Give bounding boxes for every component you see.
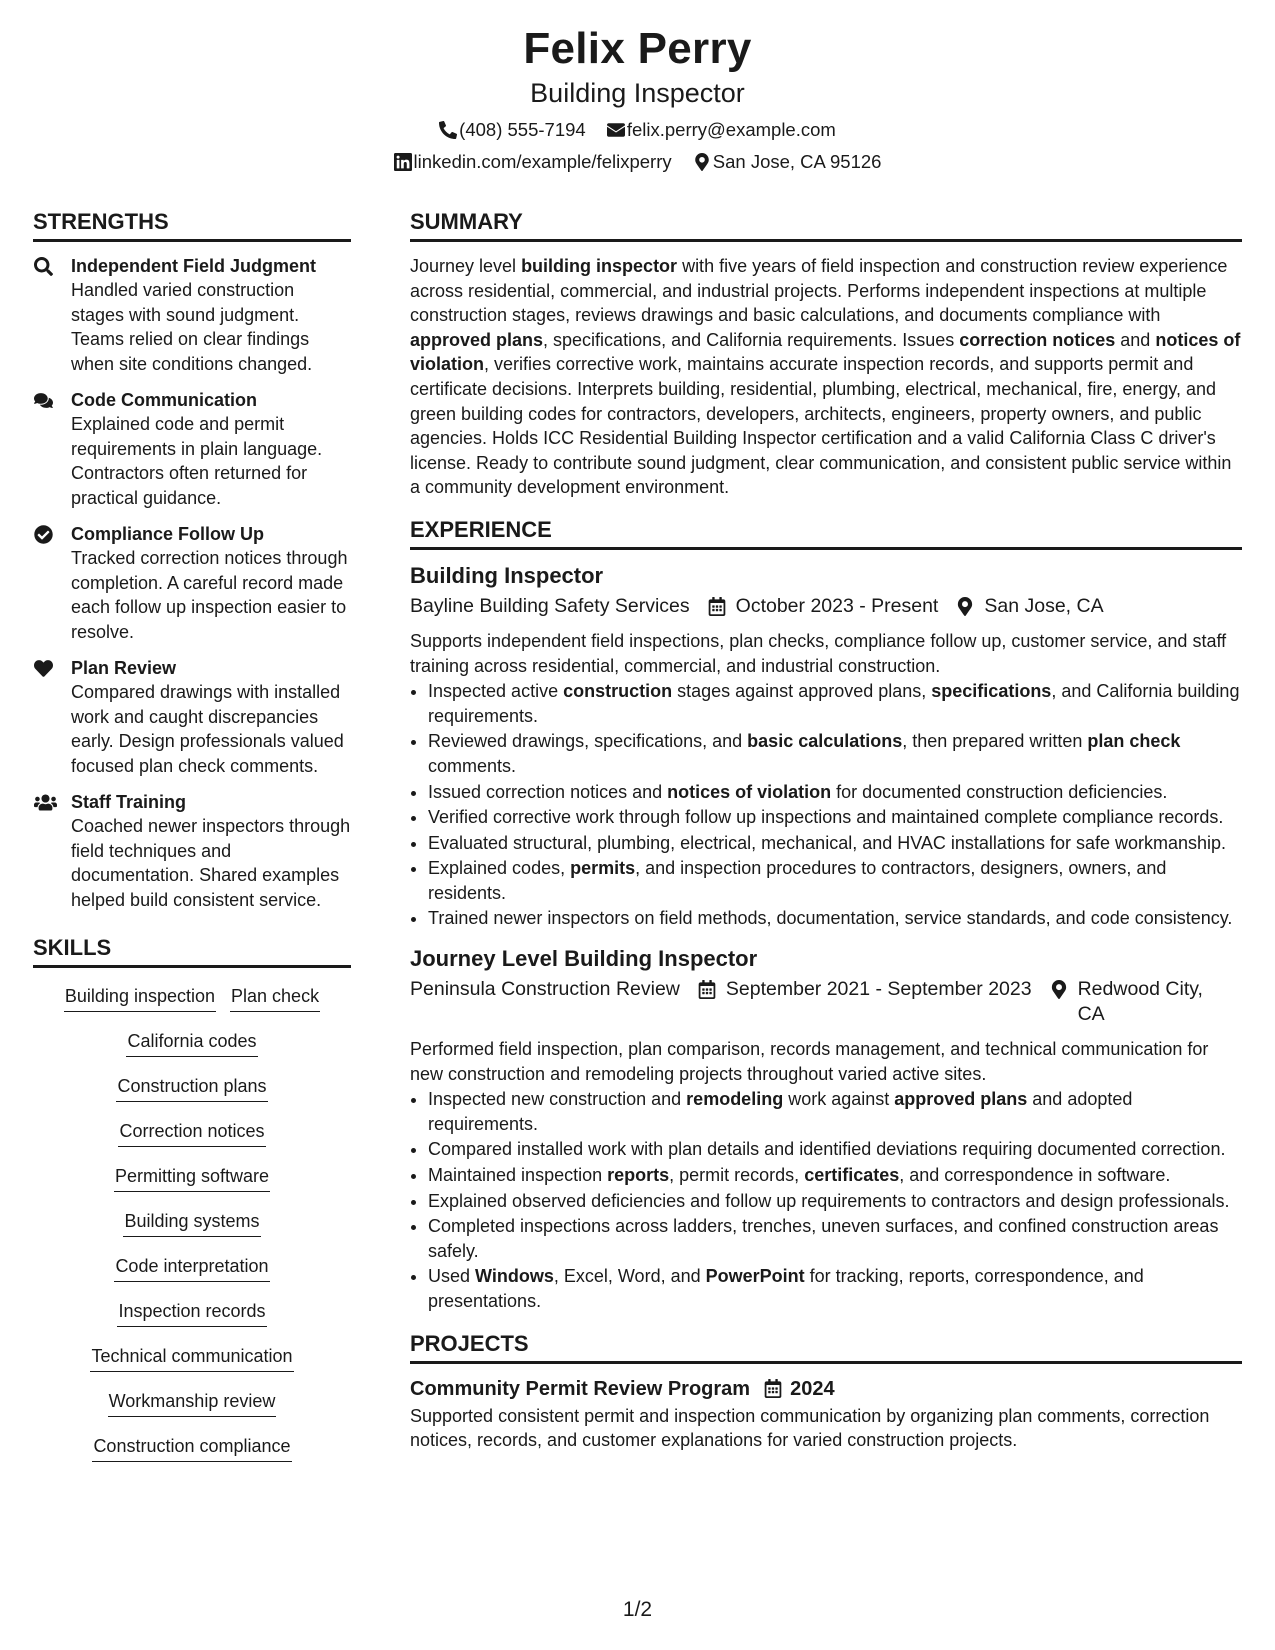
experience-entry — [410, 562, 1242, 931]
envelope-icon — [607, 121, 625, 139]
job-dates-text: October 2023 - Present — [735, 594, 939, 617]
text-segment: , permit records, — [669, 1165, 805, 1186]
strengths-heading: STRENGTHS — [33, 208, 351, 242]
bullet-item — [428, 1214, 1242, 1263]
job-description: Performed field inspection, plan comparison, records management, and technical communication for new construction and remodeling projects throughout varied active sites. — [410, 1039, 1209, 1084]
bullet-item — [428, 729, 1242, 778]
bold-text: reports — [607, 1165, 670, 1186]
strength-title: Plan Review — [71, 658, 177, 678]
text-segment: Explained codes, — [428, 858, 571, 879]
text-segment: and adopted requirements. — [428, 1089, 1133, 1134]
skills-list — [33, 980, 351, 1475]
bold-text: basic calculations — [747, 731, 903, 752]
skill-tag: California codes — [126, 1029, 257, 1057]
bullet-item — [428, 679, 1242, 728]
experience-heading: EXPERIENCE — [410, 516, 1242, 550]
skills-heading: SKILLS — [33, 934, 351, 968]
bullet-item — [428, 1163, 1242, 1188]
text-segment: , verifies corrective work, maintains accurate inspection records, and supports permit and certificate decisions. Interprets building, residential, plumbing, electrical, mechanical, fire, energy, and green building codes for contractors, developers, architects, engineers, property owners, and public agencies. Holds ICC Residential Building Inspector certification and a valid California Class C driver's license. Ready to contribute sound judgment, clear communication, and consistent public service within a community development environment. — [410, 354, 1232, 498]
bold-text: notices of violation — [667, 781, 832, 802]
project-header — [410, 1376, 1242, 1402]
strength-title: Compliance Follow Up — [71, 524, 265, 544]
text-segment: Verified corrective work through follow up inspections and maintained complete compliance records. — [428, 807, 1224, 828]
bold-text: building inspector — [521, 256, 678, 276]
strength-item — [33, 522, 351, 644]
left-column — [33, 208, 351, 1475]
bold-text: certificates — [804, 1165, 900, 1186]
text-segment: and — [1115, 329, 1156, 350]
strength-title: Independent Field Judgment — [71, 256, 317, 276]
text-segment: , then prepared written — [902, 731, 1088, 752]
text-segment: , and correspondence in software. — [899, 1165, 1171, 1186]
text-segment: , and California building requirements. — [428, 681, 1240, 726]
bullet-item — [428, 831, 1242, 856]
company: Bayline Building Safety Services — [410, 594, 690, 617]
skill-tag: Code interpretation — [114, 1254, 269, 1282]
strength-title: Code Communication — [71, 390, 258, 410]
skill-tag: Technical communication — [90, 1344, 293, 1372]
strength-text: Coached newer inspectors through field techniques and documentation. Shared examples helped build consistent service. — [71, 816, 351, 910]
skill-tag: Construction compliance — [92, 1434, 291, 1462]
summary-heading: SUMMARY — [410, 208, 1242, 242]
resume-header — [0, 22, 1275, 174]
skill-tag: Workmanship review — [108, 1389, 277, 1417]
bold-text: plan check — [1087, 731, 1181, 752]
bullet-item — [428, 1087, 1242, 1136]
text-segment: , specifications, and California requirements. Issues — [543, 329, 960, 350]
strength-text: Explained code and permit requirements in plain language. Contractors often returned for practical guidance. — [71, 414, 323, 508]
text-segment: Compared installed work with plan details and identified deviations requiring documented correction. — [428, 1139, 1226, 1160]
calendar-icon — [698, 980, 716, 999]
skill-tag: Correction notices — [118, 1119, 265, 1147]
text-segment: with five years of field inspection and construction review experience across residential, commercial, and industrial projects. Performs independent inspections at multiple construction stages, reviews drawings and basic calculations, and documents compliance with — [410, 256, 1228, 326]
linkedin-text: linkedin.com/example/felixperry — [413, 151, 672, 172]
email-text: felix.perry@example.com — [626, 119, 836, 140]
location-text: San Jose, CA 95126 — [712, 151, 882, 172]
job-location — [1050, 977, 1220, 1027]
bold-text: approved plans — [894, 1089, 1028, 1110]
check-circle-icon — [34, 525, 53, 544]
bold-text: construction — [563, 681, 673, 702]
strength-title: Staff Training — [71, 792, 187, 812]
text-segment: work against — [783, 1089, 895, 1110]
heart-icon — [34, 659, 53, 678]
job-bullets — [410, 679, 1242, 931]
bold-text: permits — [570, 858, 636, 879]
text-segment: Explained observed deficiencies and follow up requirements to contractors and design professionals. — [428, 1190, 1230, 1211]
strength-item — [33, 388, 351, 510]
text-segment: Used — [428, 1266, 476, 1287]
bold-text: notices of violation — [410, 329, 1241, 375]
bullet-item — [428, 1189, 1242, 1214]
bullet-item — [428, 1264, 1242, 1313]
comments-icon — [34, 391, 53, 410]
text-segment: Completed inspections across ladders, trenches, uneven surfaces, and confined construction areas safely. — [428, 1216, 1219, 1261]
job-description: Supports independent field inspections, plan checks, compliance follow up, customer service, and staff training across residential, commercial, and industrial construction. — [410, 630, 1227, 676]
map-pin-icon — [693, 153, 711, 171]
job-title: Building Inspector — [410, 562, 604, 588]
strength-item — [33, 254, 351, 376]
text-segment: , Excel, Word, and — [553, 1266, 706, 1287]
contact-line-2 — [0, 150, 1275, 174]
page-number: 1/2 — [622, 1598, 653, 1621]
map-pin-icon — [956, 597, 974, 616]
phone-text: (408) 555-7194 — [459, 119, 586, 140]
text-segment: for documented construction deficiencies. — [831, 781, 1168, 802]
map-pin-icon — [1050, 980, 1068, 999]
skill-tag: Building systems — [123, 1209, 260, 1237]
job-location-text: San Jose, CA — [984, 594, 1104, 617]
text-segment: , and inspection procedures to contractors, designers, owners, and residents. — [428, 858, 1167, 903]
job-dates-text: September 2021 - September 2023 — [725, 978, 1032, 1001]
candidate-name: Felix Perry — [523, 24, 752, 73]
text-segment: Journey level — [410, 256, 522, 276]
bullet-item — [428, 780, 1242, 805]
text-segment: Maintained inspection — [428, 1165, 608, 1186]
linkedin-icon — [394, 153, 412, 171]
text-segment: Issued correction notices and — [428, 781, 668, 802]
skill-tag: Building inspection — [64, 984, 216, 1012]
strength-item — [33, 790, 351, 912]
linkedin-contact[interactable] — [394, 150, 672, 174]
text-segment: Reviewed drawings, specifications, and — [428, 731, 748, 752]
job-location-text: Redwood City, CA — [1077, 978, 1203, 1026]
location-contact — [693, 150, 882, 174]
users-icon — [34, 793, 57, 812]
job-meta — [410, 977, 1242, 1027]
job-location — [956, 594, 1103, 619]
calendar-icon — [764, 1379, 782, 1398]
text-segment: Evaluated structural, plumbing, electrical, mechanical, and HVAC installations for safe workmanship. — [428, 832, 1227, 853]
job-meta — [410, 594, 1242, 619]
skill-tag: Permitting software — [114, 1164, 270, 1192]
strength-text: Compared drawings with installed work and caught discrepancies early. Design professionals valued focused plan check comments. — [71, 682, 344, 776]
bold-text: Windows — [475, 1266, 554, 1287]
experience-entry — [410, 945, 1242, 1314]
project-title: Community Permit Review Program — [410, 1377, 751, 1400]
bullet-item — [428, 856, 1242, 905]
projects-heading: PROJECTS — [410, 1330, 1242, 1364]
bold-text: specifications — [931, 681, 1052, 702]
text-segment: Inspected active — [428, 681, 564, 702]
strength-text: Tracked correction notices through completion. A careful record made each follow up inspection easier to resolve. — [71, 548, 348, 642]
bold-text: remodeling — [686, 1089, 784, 1110]
phone-contact[interactable] — [439, 118, 586, 142]
text-segment: stages against approved plans, — [672, 681, 932, 702]
calendar-icon — [708, 597, 726, 616]
text-segment: Inspected new construction and — [428, 1089, 687, 1110]
job-bullets — [410, 1087, 1242, 1313]
contact-line-1 — [0, 118, 1275, 142]
skill-tag: Inspection records — [117, 1299, 266, 1327]
bullet-item — [428, 906, 1242, 931]
text-segment: Trained newer inspectors on field methods, documentation, service standards, and code consistency. — [428, 908, 1233, 929]
email-contact[interactable] — [607, 118, 836, 142]
text-segment: for tracking, reports, correspondence, and presentations. — [428, 1266, 1144, 1311]
project-entry — [410, 1376, 1242, 1453]
bold-text: PowerPoint — [705, 1266, 805, 1287]
phone-icon — [439, 121, 457, 139]
search-icon — [34, 257, 53, 276]
candidate-title: Building Inspector — [530, 78, 745, 108]
strength-item — [33, 656, 351, 778]
company: Peninsula Construction Review — [410, 978, 680, 1001]
skill-tag: Construction plans — [116, 1074, 267, 1102]
right-column — [410, 208, 1242, 1453]
job-dates — [698, 977, 1032, 1002]
summary-text — [410, 254, 1242, 500]
bullet-item — [428, 805, 1242, 830]
bullet-item — [428, 1137, 1242, 1162]
skill-tag: Plan check — [230, 984, 320, 1012]
text-segment: comments. — [428, 755, 517, 776]
strength-text: Handled varied construction stages with sound judgment. Teams relied on clear findings when site conditions changed. — [71, 280, 313, 374]
project-description: Supported consistent permit and inspection communication by organizing plan comments, correction notices, records, and customer explanations for varied construction projects. — [410, 1405, 1210, 1451]
bold-text: correction notices — [959, 329, 1116, 350]
bold-text: approved plans — [410, 329, 544, 350]
job-dates — [708, 594, 939, 619]
project-year: 2024 — [790, 1377, 835, 1400]
job-title: Journey Level Building Inspector — [410, 946, 758, 972]
